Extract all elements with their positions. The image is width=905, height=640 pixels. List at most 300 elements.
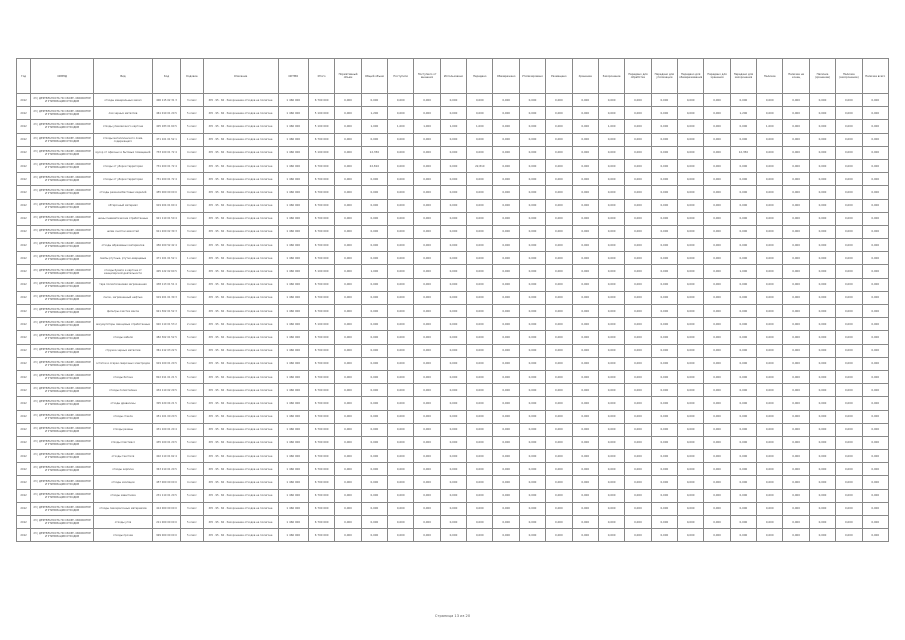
table-cell: 1 класс [181,252,203,265]
table-cell: 0,000 [836,384,862,397]
table-cell: 0,000 [862,212,888,225]
table-cell: 0,000 [862,146,888,159]
table-cell: 0,000 [862,357,888,370]
table-cell: 0,000 [783,397,809,410]
table-cell: ХЮ · 95 · 60 · Захоронение отходов на полигоне [203,252,278,265]
table-cell: 23 | ДЕЯТЕЛЬНОСТЬ ПО СБОРУ, ОБРАБОТКЕ И УТИЛИЗАЦИИ ОТХОДОВ [31,502,94,515]
table-cell: 0,000 [572,94,598,107]
table-cell: 0,000 [809,331,835,344]
table-cell: 0,000 [414,318,440,331]
table-cell: 0,000 [519,186,545,199]
table-cell: 0,000 [572,384,598,397]
table-cell: 0,000 [598,489,624,502]
table-cell: 0,000 [546,212,572,225]
table-cell: ХЮ · 95 · 60 · Захоронение отходов на полигоне [203,291,278,304]
table-cell: 22,810 [467,159,493,172]
table-cell: 0,000 [361,384,387,397]
table-cell: 0,000 [730,212,756,225]
table-cell: 0,000 [519,133,545,146]
table-cell: ХЮ · 95 · 60 · Захоронение отходов на полигоне [203,384,278,397]
table-cell: 0,000 [361,291,387,304]
table-cell: 0,000 [440,186,466,199]
table-cell: 3 класс [181,291,203,304]
table-cell: 0,000 [335,450,361,463]
table-cell: 6 700 000 [308,173,334,186]
table-cell: 0,000 [704,423,730,436]
table-cell: 0,000 [651,291,677,304]
table-row [17,199,889,212]
table-cell: 6 700 000 [308,305,334,318]
table-cell: 5 класс [181,107,203,120]
table-cell: 0,000 [862,331,888,344]
table-cell: 0,000 [836,410,862,423]
table-cell: 0,000 [809,357,835,370]
table-cell: 0,000 [598,370,624,383]
table-cell: 0,000 [546,278,572,291]
table-row [17,331,889,344]
table-cell: отходы упаковочного картона [94,120,153,133]
table-cell: 5 класс [181,370,203,383]
table-cell: 0,000 [467,410,493,423]
table-cell: 1 460 000 [278,529,308,542]
column-header: Кодовое [181,59,203,94]
table-cell: 0,000 [572,212,598,225]
table-cell: 0,000 [704,278,730,291]
table-cell: 0,000 [809,133,835,146]
table-cell: ХЮ · 95 · 60 · Захоронение отходов на полигоне [203,344,278,357]
table-cell: 0,000 [836,476,862,489]
table-cell: 0,000 [440,318,466,331]
table-cell: 3 класс [181,225,203,238]
table-cell: ХЮ · 95 · 60 · Захоронение отходов на полигоне [203,146,278,159]
table-cell: 0,000 [678,370,704,383]
table-cell: 23 | ДЕЯТЕЛЬНОСТЬ ПО СБОРУ, ОБРАБОТКЕ И УТИЛИЗАЦИИ ОТХОДОВ [31,357,94,370]
table-cell: 0,000 [361,397,387,410]
table-cell: 0,000 [335,265,361,278]
table-cell: 0,000 [704,397,730,410]
table-cell: 0,000 [493,133,519,146]
table-cell: 0,000 [519,252,545,265]
table-cell: 0,000 [493,476,519,489]
table-cell: 0,000 [335,397,361,410]
table-cell: 0,000 [493,120,519,133]
table-cell: 0,000 [335,502,361,515]
table-cell: 0,000 [361,476,387,489]
table-cell: 0,000 [519,159,545,172]
table-cell: 1,000 [361,120,387,133]
table-cell: 0,000 [678,436,704,449]
table-cell: 0,000 [519,331,545,344]
table-cell: 0,000 [625,476,651,489]
table-cell: 0,000 [651,146,677,159]
table-cell: 0,000 [493,278,519,291]
table-cell: 0,000 [572,173,598,186]
table-cell: 0,000 [809,146,835,159]
table-cell: 0,000 [598,146,624,159]
column-header: Общий объем [361,59,387,94]
table-cell: 6 700 000 [308,199,334,212]
table-cell: 731 200 01 72 4 [152,173,180,186]
table-cell: 0,000 [651,423,677,436]
table-cell: 1 460 000 [278,239,308,252]
table-cell: 0,000 [414,529,440,542]
table-cell: 231 110 01 20 5 [152,489,180,502]
table-cell: 0,000 [467,370,493,383]
table-cell: 0,000 [467,489,493,502]
table-row [17,489,889,502]
table-cell: 919 100 01 20 5 [152,357,180,370]
table-cell: 0,000 [388,239,414,252]
table-cell: 0,000 [467,239,493,252]
table-cell: 0,000 [836,305,862,318]
table-cell: 0,000 [388,291,414,304]
table-cell: 405 122 02 60 5 [152,265,180,278]
table-cell: 0,000 [757,318,783,331]
table-cell: 0,000 [651,173,677,186]
table-cell: 0,000 [757,94,783,107]
table-cell: 0,000 [678,159,704,172]
table-cell: 0,000 [388,370,414,383]
table-cell: 23 | ДЕЯТЕЛЬНОСТЬ ПО СБОРУ, ОБРАБОТКЕ И УТИЛИЗАЦИИ ОТХОДОВ [31,410,94,423]
table-cell: 4 класс [181,186,203,199]
table-cell: 2012 [17,278,31,291]
table-cell: 0,000 [335,107,361,120]
table-cell: 0,000 [440,146,466,159]
table-cell: 0,000 [704,159,730,172]
table-cell: 0,000 [440,133,466,146]
table-cell: 0,000 [704,94,730,107]
table-cell: ХЮ · 95 · 60 · Захоронение отходов на полигоне [203,397,278,410]
table-cell: 23 | ДЕЯТЕЛЬНОСТЬ ПО СБОРУ, ОБРАБОТКЕ И УТИЛИЗАЦИИ ОТХОДОВ [31,370,94,383]
table-cell: 4 класс [181,159,203,172]
table-cell: 0,000 [836,212,862,225]
table-cell: 0,000 [862,133,888,146]
table-cell: 0,000 [836,502,862,515]
table-cell: 0,000 [440,370,466,383]
table-cell: 0,000 [440,357,466,370]
table-cell: 0,000 [783,252,809,265]
table-cell: 0,000 [361,94,387,107]
table-cell: 0,000 [809,225,835,238]
table-cell: 0,000 [388,397,414,410]
table-cell: отходы кабеля [94,331,153,344]
column-header: Наличие всего [862,59,888,94]
table-cell: 0,000 [809,318,835,331]
table-cell: 0,000 [414,463,440,476]
table-cell: 0,000 [625,120,651,133]
table-cell: 23 | ДЕЯТЕЛЬНОСТЬ ПО СБОРУ, ОБРАБОТКЕ И УТИЛИЗАЦИИ ОТХОДОВ [31,305,94,318]
table-cell: 0,000 [414,423,440,436]
table-cell: ХЮ · 95 · 60 · Захоронение отходов на полигоне [203,120,278,133]
table-cell: 0,000 [493,252,519,265]
table-cell: 0,000 [388,199,414,212]
table-cell: 6 700 000 [308,278,334,291]
table-cell: 23 | ДЕЯТЕЛЬНОСТЬ ПО СБОРУ, ОБРАБОТКЕ И УТИЛИЗАЦИИ ОТХОДОВ [31,529,94,542]
table-cell: 0,000 [546,318,572,331]
table-row [17,212,889,225]
table-cell: 0,000 [414,225,440,238]
table-cell: 0,000 [467,133,493,146]
table-cell: 0,000 [836,463,862,476]
table-cell: 0,000 [757,397,783,410]
table-cell: 0,000 [757,410,783,423]
table-cell: 5 класс [181,357,203,370]
table-cell: 434 110 02 29 5 [152,384,180,397]
table-cell: ХЮ · 95 · 60 · Захоронение отходов на полигоне [203,331,278,344]
table-cell: 0,000 [493,212,519,225]
table-cell: 0,000 [440,489,466,502]
table-cell: мусор от офисных и бытовых помещений [94,146,153,159]
table-cell: 0,000 [572,225,598,238]
table-cell: 0,000 [440,463,466,476]
table-cell: 5 класс [181,516,203,529]
table-cell: 0,000 [625,463,651,476]
table-cell: 2012 [17,370,31,383]
table-cell: 0,000 [546,397,572,410]
table-cell: 2012 [17,463,31,476]
table-cell: 438 113 01 51 4 [152,278,180,291]
table-cell: 1 460 000 [278,357,308,370]
table-row [17,291,889,304]
table-cell: 0,000 [862,410,888,423]
table-cell: 0,000 [572,107,598,120]
table-cell: 1 460 000 [278,186,308,199]
table-cell: 0,000 [862,450,888,463]
table-cell: ХЮ · 95 · 60 · Захоронение отходов на полигоне [203,239,278,252]
column-header: Код [152,59,180,94]
table-cell: 0,000 [783,357,809,370]
table-cell: 0,000 [467,450,493,463]
table-cell: 0,000 [388,278,414,291]
table-cell: 23 | ДЕЯТЕЛЬНОСТЬ ПО СБОРУ, ОБРАБОТКЕ И УТИЛИЗАЦИИ ОТХОДОВ [31,186,94,199]
table-cell: 0,000 [862,370,888,383]
table-cell: 0,000 [572,516,598,529]
table-cell: 0,000 [704,199,730,212]
table-cell: 0,000 [625,291,651,304]
column-header: Передано для обезвреживания [678,59,704,94]
table-cell: 0,000 [651,397,677,410]
table-cell: 0,000 [572,318,598,331]
table-cell: 0,000 [678,529,704,542]
table-cell: 0,000 [467,436,493,449]
table-cell: 0,000 [809,305,835,318]
table-cell: 0,000 [704,331,730,344]
table-cell: 0,000 [440,450,466,463]
table-cell: 0,000 [862,186,888,199]
table-cell: 2012 [17,502,31,515]
table-cell: 0,000 [809,291,835,304]
table-cell: 0,000 [625,225,651,238]
table-cell: 2012 [17,186,31,199]
table-cell: 23 | ДЕЯТЕЛЬНОСТЬ ПО СБОРУ, ОБРАБОТКЕ И УТИЛИЗАЦИИ ОТХОДОВ [31,133,94,146]
table-cell: ХЮ · 95 · 60 · Захоронение отходов на полигоне [203,423,278,436]
table-cell: 435 100 01 20 5 [152,436,180,449]
table-cell: 0,000 [783,502,809,515]
table-row [17,357,889,370]
table-cell: 343 210 01 20 5 [152,463,180,476]
column-header: Нормативный объем [335,59,361,94]
table-cell: 0,000 [836,186,862,199]
table-cell: 0,000 [809,159,835,172]
table-cell: 0,000 [414,186,440,199]
table-cell: 6 700 000 [308,133,334,146]
table-cell: 0,000 [757,159,783,172]
table-cell: 211 000 00 00 0 [152,516,180,529]
table-cell: 0,000 [651,450,677,463]
table-cell: 0,000 [572,357,598,370]
table-cell: 0,000 [836,529,862,542]
table-cell: 0,000 [783,370,809,383]
table-cell: 0,000 [783,463,809,476]
table-cell: 0,000 [625,516,651,529]
table-cell: 0,000 [678,476,704,489]
table-cell: 0,000 [388,384,414,397]
table-cell: 0,000 [388,436,414,449]
table-row [17,278,889,291]
table-cell: 5 класс [181,529,203,542]
table-cell: 0,000 [757,199,783,212]
table-cell: 0,000 [836,278,862,291]
table-cell: 1 460 000 [278,370,308,383]
table-cell: 0,000 [757,265,783,278]
table-cell: 0,000 [598,410,624,423]
table-cell: 0,000 [625,489,651,502]
table-cell: 6 700 000 [308,212,334,225]
table-cell: 0,000 [519,291,545,304]
table-cell: 0,000 [862,516,888,529]
table-cell: 0,000 [704,529,730,542]
table-cell: 0,000 [625,397,651,410]
table-cell: 0,000 [678,463,704,476]
table-cell: 6 700 000 [308,450,334,463]
table-cell: 0,000 [836,146,862,159]
table-cell: 0,000 [678,410,704,423]
table-cell: 0,000 [704,291,730,304]
table-cell: 1,000 [361,265,387,278]
table-cell: 0,000 [651,370,677,383]
table-cell: 6 700 000 [308,410,334,423]
table-cell: 0,000 [651,357,677,370]
table-cell: 0,000 [388,502,414,515]
table-cell: 0,000 [493,107,519,120]
table-cell: 23 | ДЕЯТЕЛЬНОСТЬ ПО СБОРУ, ОБРАБОТКЕ И УТИЛИЗАЦИИ ОТХОДОВ [31,516,94,529]
waste-register-table [16,58,889,542]
table-cell: 0,000 [467,502,493,515]
table-cell: 0,000 [572,133,598,146]
table-cell: 0,000 [414,344,440,357]
table-cell: 0,000 [493,94,519,107]
table-cell: 0,000 [625,305,651,318]
table-cell: 6 700 000 [308,463,334,476]
table-row [17,463,889,476]
table-cell: 6 700 000 [308,291,334,304]
table-row [17,146,889,159]
table-cell: 0,000 [862,199,888,212]
table-cell: 1,200 [730,107,756,120]
table-cell: 0,000 [493,199,519,212]
column-header: Передано [467,59,493,94]
table-cell: отходы кирпича [94,463,153,476]
table-cell: 0,000 [704,502,730,515]
table-cell: 0,000 [704,239,730,252]
table-cell: 0,000 [625,265,651,278]
table-cell: 0,000 [546,133,572,146]
table-cell: 0,000 [757,239,783,252]
table-cell: 0,000 [467,291,493,304]
column-header: Использовано [440,59,466,94]
table-cell: 0,000 [598,173,624,186]
table-row [17,436,889,449]
table-cell: 6 700 000 [308,239,334,252]
table-cell: 2012 [17,199,31,212]
table-cell: 0,000 [730,331,756,344]
table-cell: 2012 [17,265,31,278]
table-cell: 0,000 [862,436,888,449]
table-cell: 0,000 [678,305,704,318]
column-header: Описание [203,59,278,94]
table-cell: 0,000 [678,120,704,133]
table-cell: 0,000 [519,516,545,529]
table-cell: 0,000 [493,410,519,423]
table-cell: 0,000 [546,107,572,120]
table-cell: 0,000 [783,476,809,489]
table-cell: 0,000 [467,463,493,476]
table-cell: 0,000 [493,265,519,278]
table-cell: 5 класс [181,436,203,449]
table-cell: 0,000 [388,318,414,331]
table-cell: ХЮ · 95 · 60 · Захоронение отходов на полигоне [203,133,278,146]
table-row [17,423,889,436]
table-cell: 0,000 [335,463,361,476]
table-cell: 0,000 [546,529,572,542]
table-cell: 0,000 [467,173,493,186]
table-cell: отходы угля [94,516,153,529]
table-cell: 23 | ДЕЯТЕЛЬНОСТЬ ПО СБОРУ, ОБРАБОТКЕ И УТИЛИЗАЦИИ ОТХОДОВ [31,331,94,344]
table-cell: 0,000 [757,146,783,159]
table-cell: 0,000 [598,384,624,397]
table-cell: 0,000 [467,107,493,120]
column-header: Передано для хранения [704,59,730,94]
table-cell: 0,000 [388,331,414,344]
table-cell: отходы бумаги и картона от канцелярской деятельности [94,265,153,278]
table-cell: 0,000 [467,305,493,318]
table-cell: ХЮ · 95 · 60 · Захоронение отходов на полигоне [203,357,278,370]
table-cell: 0,000 [757,344,783,357]
table-cell: 0,000 [440,252,466,265]
table-cell: 0,000 [335,384,361,397]
table-cell: 0,000 [519,278,545,291]
table-cell: 0,000 [361,423,387,436]
table-cell: 0,000 [493,463,519,476]
table-cell: 0,000 [361,516,387,529]
table-cell: ХЮ · 95 · 60 · Захоронение отходов на полигоне [203,318,278,331]
table-cell: 1,000 [440,120,466,133]
table-cell: 23 | ДЕЯТЕЛЬНОСТЬ ПО СБОРУ, ОБРАБОТКЕ И УТИЛИЗАЦИИ ОТХОДОВ [31,120,94,133]
table-cell: 23 | ДЕЯТЕЛЬНОСТЬ ПО СБОРУ, ОБРАБОТКЕ И УТИЛИЗАЦИИ ОТХОДОВ [31,423,94,436]
table-cell: 0,000 [730,133,756,146]
table-cell: 0,000 [519,225,545,238]
table-cell: 3 класс [181,502,203,515]
table-cell: 0,000 [414,107,440,120]
table-cell: 23 | ДЕЯТЕЛЬНОСТЬ ПО СБОРУ, ОБРАБОТКЕ И УТИЛИЗАЦИИ ОТХОДОВ [31,450,94,463]
table-cell: 0,000 [546,502,572,515]
table-cell: 0,000 [651,436,677,449]
table-cell: 23 | ДЕЯТЕЛЬНОСТЬ ПО СБОРУ, ОБРАБОТКЕ И УТИЛИЗАЦИИ ОТХОДОВ [31,463,94,476]
table-cell: 0,000 [572,489,598,502]
table-cell: 1 460 000 [278,120,308,133]
table-cell: остатки и огарки сварочных электродов [94,357,153,370]
table-cell: 0,000 [519,357,545,370]
